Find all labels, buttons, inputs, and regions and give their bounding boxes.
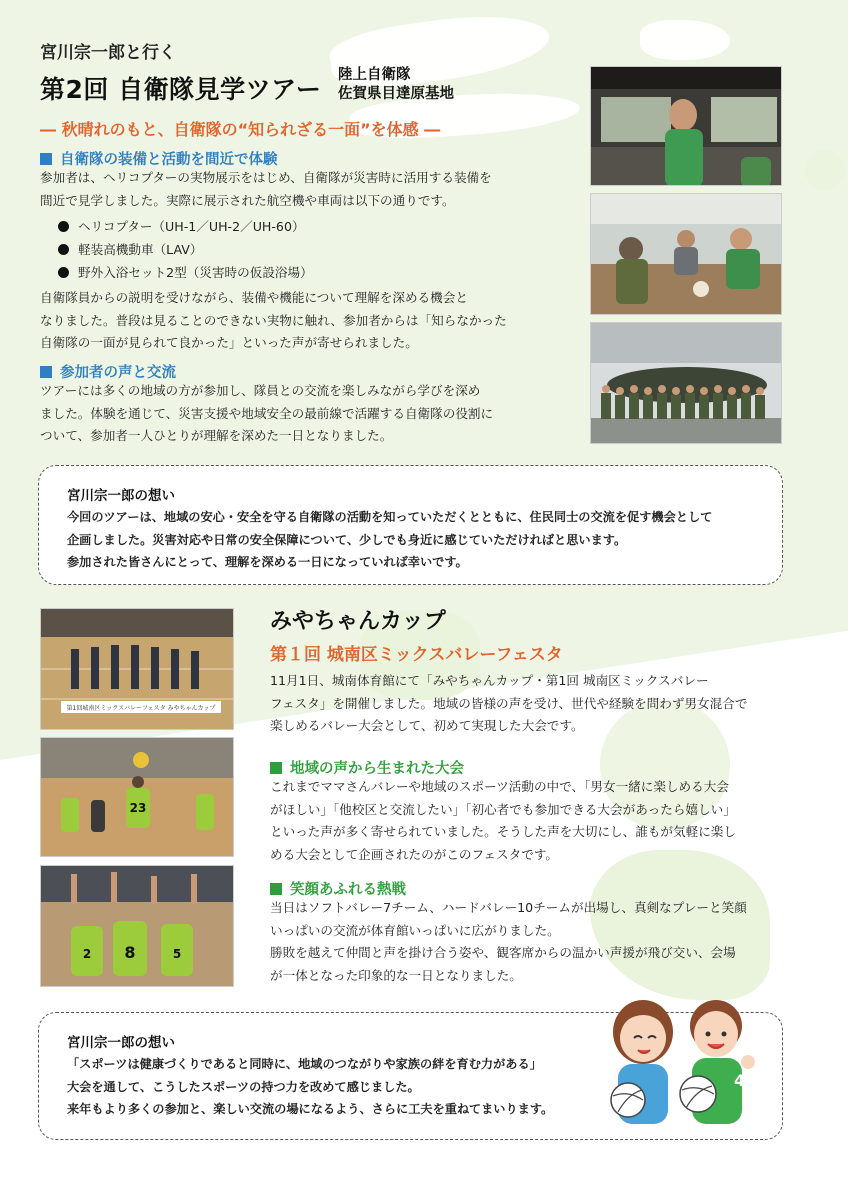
brush-decoration: [640, 20, 730, 60]
thoughts-title: 宮川宗一郎の想い: [67, 1035, 175, 1051]
thoughts-title: 宮川宗一郎の想い: [67, 488, 175, 504]
text-line: 来年もより多くの参加と、楽しい交流の場になるよう、さらに工夫を重ねてまいります。: [67, 1102, 554, 1116]
section1-paragraph: [40, 167, 580, 212]
thoughts-text: [67, 506, 777, 574]
tour-location: [338, 66, 454, 104]
jersey-number: 2: [82, 947, 92, 961]
heading-square-icon: [270, 762, 282, 774]
banner-text: 第1回城南区ミックスバレーフェスタ みやちゃんカップ: [66, 705, 216, 712]
section2-paragraph: [40, 380, 580, 448]
text-line: ました。体験を通じて、災害支援や地域安全の最前線で活躍する自衛隊の役割に: [40, 405, 494, 421]
section1-paragraph-2: [40, 287, 580, 355]
cup-section1-paragraph: [270, 776, 810, 866]
text-line: 勝敗を越えて仲間と声を掛け合う姿や、観客席からの温かい声援が飛び交い、会場: [270, 945, 736, 960]
text-line: いっぱいの交流が体育館いっぱいに広がりました。: [270, 922, 560, 938]
text-line: 参加者は、ヘリコプターの実物展示をはじめ、自衛隊が災害時に活用する装備を: [40, 170, 492, 185]
text-line: 今回のツアーは、地域の安心・安全を守る自衛隊の活動を知っていただくとともに、住民同士の交流を促す機会として: [67, 510, 713, 524]
text-line: これまでママさんバレーや地域のスポーツ活動の中で、「男女一緒に楽しめる大会: [270, 779, 729, 794]
heading-text: 笑顔あふれる熱戦: [290, 882, 406, 898]
heading-text: 自衛隊の装備と活動を間近で体験: [60, 152, 278, 168]
group-photo: [590, 322, 782, 444]
location-line: 佐賀県目達原基地: [338, 86, 454, 102]
text-line: 当日はソフトバレー7チーム、ハードバレー10チームが出場し、真剣なプレーと笑顔: [270, 900, 747, 915]
section-heading: [40, 148, 278, 169]
block-photo: [40, 865, 234, 987]
section-heading: [40, 361, 176, 382]
jersey-number: 23: [129, 801, 147, 815]
list-item-text: 軽装高機動車（LAV）: [78, 242, 203, 257]
list-item: [58, 238, 313, 261]
lunch-photo: [590, 193, 782, 315]
section-heading: [270, 878, 406, 899]
bullet-icon: [58, 221, 69, 232]
text-line: フェスタ」を開催しました。地域の皆様の声を受け、世代や経験を問わず男女混合で: [270, 695, 748, 711]
heading-square-icon: [40, 153, 52, 165]
text-line: 自衛隊の一面が見られて良かった」といった声が寄せられました。: [40, 335, 418, 350]
jersey-number: 5: [172, 947, 182, 961]
text-line: 参加された皆さんにとって、理解を深める一日になっていれば幸いです。: [67, 555, 468, 569]
tour-title: 第2回 自衛隊見学ツアー: [40, 75, 322, 104]
serve-photo: [40, 737, 234, 857]
text-line: ツアーには多くの地域の方が参加し、隊員との交流を楽しみながら学びを深め: [40, 383, 481, 398]
list-item: [58, 215, 313, 238]
location-line: 陸上自衛隊: [338, 67, 411, 83]
tour-with-line: 宮川宗一郎と行く: [40, 43, 176, 63]
text-line: といった声が多く寄せられていました。そうした声を大切にし、誰もが気軽に楽し: [270, 824, 736, 839]
text-line: ついて、参加者一人ひとりが理解を深めた一日となりました。: [40, 428, 393, 443]
list-item: [58, 261, 313, 284]
text-line: が一体となった印象的な一日となりました。: [270, 967, 522, 983]
jersey-number: 4: [734, 1071, 746, 1090]
list-item-text: 野外入浴セット2型（災害時の仮設浴場）: [78, 265, 313, 280]
text-line: 自衛隊員からの説明を受けながら、装備や機能について理解を深める機会と: [40, 290, 468, 305]
text-line: 間近で見学しました。実際に展示された航空機や車両は以下の通りです。: [40, 192, 455, 208]
thoughts-box: [38, 465, 783, 585]
text-line: 楽しめるバレー大会として、初めて実現した大会です。: [270, 718, 584, 733]
text-line: める大会として企画されたのがこのフェスタです。: [270, 846, 559, 862]
cup-intro: [270, 670, 810, 738]
heading-square-icon: [270, 883, 282, 895]
text-line: 企画しました。災害対応や日常の安全保障について、少しでも身近に感じていただければと思います。: [67, 532, 627, 547]
thoughts-text: [67, 1053, 627, 1121]
bullet-icon: [58, 244, 69, 255]
cup-subtitle: 第１回 城南区ミックスバレーフェスタ: [270, 645, 563, 665]
gym-opening-photo: [40, 608, 234, 730]
heading-text: 参加者の声と交流: [60, 365, 176, 381]
cup-title: みやちゃんカップ: [270, 609, 446, 634]
bus-photo: [590, 66, 782, 186]
dot-decoration: [805, 150, 845, 190]
text-line: 大会を通して、こうしたスポーツの持つ力を改めて感じました。: [67, 1079, 420, 1094]
heading-square-icon: [40, 366, 52, 378]
list-item-text: ヘリコプター（UH-1／UH-2／UH-60）: [78, 219, 305, 234]
tour-tagline: ― 秋晴れのもと、自衛隊の“知られざる一面”を体感 ―: [40, 120, 441, 139]
text-line: 11月1日、城南体育館にて「みやちゃんカップ・第1回 城南区ミックスバレー: [270, 673, 709, 688]
heading-text: 地域の声から生まれた大会: [290, 761, 464, 777]
bullet-icon: [58, 267, 69, 278]
jersey-number: 8: [124, 943, 136, 962]
volleyball-characters-illustration: [598, 992, 773, 1127]
text-line: 「スポーツは健康づくりであると同時に、地域のつながりや家族の絆を育む力がある」: [67, 1057, 542, 1071]
cup-section2-paragraph: [270, 897, 810, 987]
text-line: なりました。普段は見ることのできない実物に触れ、参加者からは「知らなかった: [40, 312, 507, 328]
text-line: がほしい」「他校区と交流したい」「初心者でも参加できる大会があったら嬉しい」: [270, 801, 736, 817]
equipment-list: [58, 215, 313, 284]
section-heading: [270, 757, 464, 778]
